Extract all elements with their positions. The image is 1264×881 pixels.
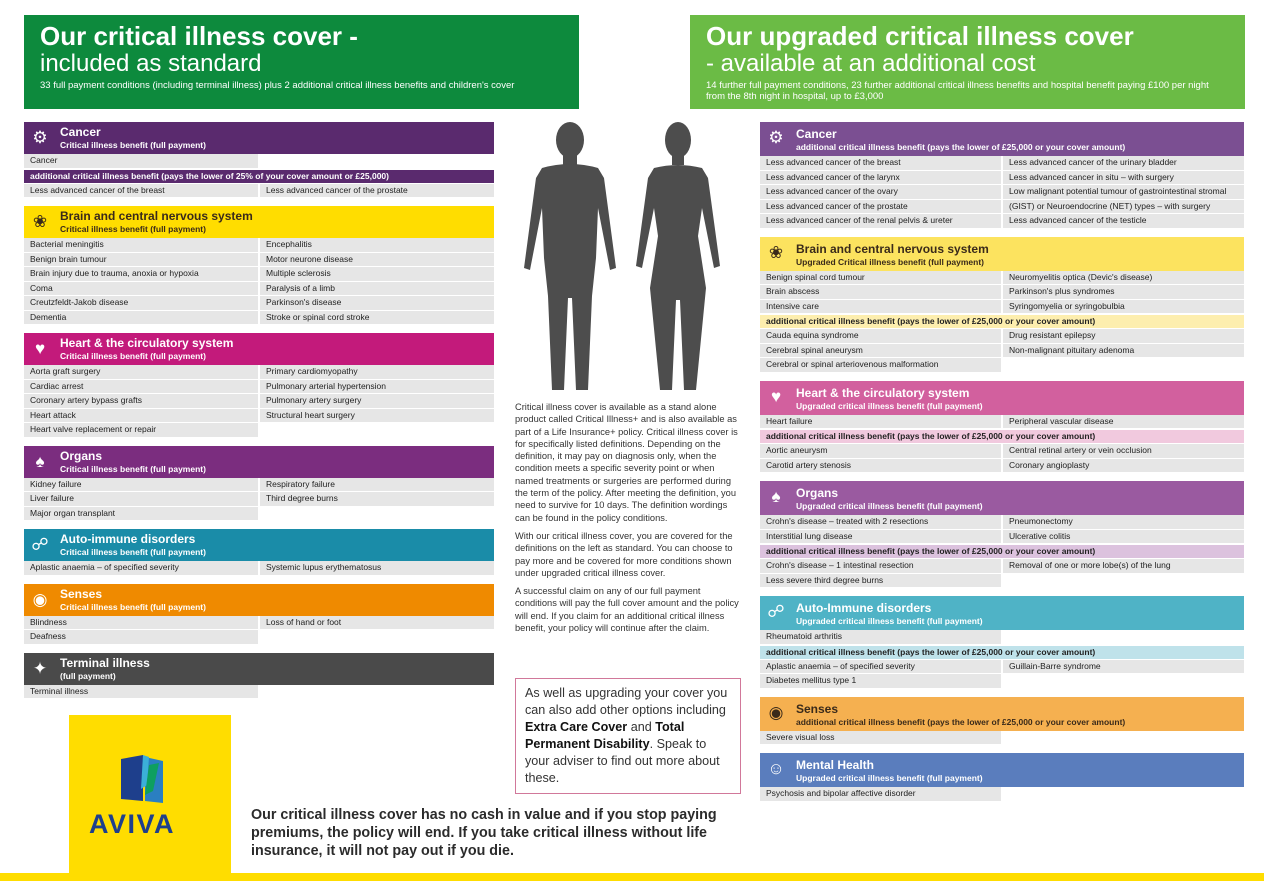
organs-icon: ♠ <box>35 451 45 471</box>
condition-table <box>760 731 1244 746</box>
section-benefit-type: Critical illness benefit (full payment) <box>60 224 206 234</box>
condition-item: Benign brain tumour <box>24 253 258 268</box>
section-header <box>24 206 494 238</box>
condition-item: Stroke or spinal cord stroke <box>260 311 494 326</box>
aviva-logo <box>69 715 231 881</box>
condition-item: Pulmonary artery surgery <box>260 394 494 409</box>
standard-conditions-list <box>24 122 494 707</box>
section-title: Organs <box>60 448 103 463</box>
section-title: Auto-immune disorders <box>60 532 196 546</box>
head-icon: ☺ <box>767 759 785 778</box>
section-header <box>24 653 494 685</box>
condition-table <box>760 415 1244 430</box>
condition-item: Cancer <box>24 154 258 169</box>
condition-table <box>24 154 494 169</box>
condition-item: Peripheral vascular disease <box>1003 415 1244 430</box>
section-title: Heart & the circulatory system <box>796 385 970 400</box>
standard-subtitle: included as standard <box>40 50 262 77</box>
female-figure <box>636 122 720 390</box>
condition-table <box>24 184 494 199</box>
section-mental-health <box>760 753 1244 802</box>
condition-item: Less advanced cancer of the prostate <box>260 184 494 199</box>
section-benefit-type: Critical illness benefit (full payment) <box>60 601 206 612</box>
condition-item: Heart valve replacement or repair <box>24 423 258 438</box>
section-benefit-type: Critical illness benefit (full payment) <box>60 463 206 474</box>
dove-icon: ✦ <box>32 658 48 678</box>
condition-item: Cauda equina syndrome <box>760 329 1001 344</box>
section-benefit-type: Upgraded critical illness benefit (full payment) <box>796 400 983 411</box>
condition-item: Aorta graft surgery <box>24 365 258 380</box>
section-benefit-type: Critical illness benefit (full payment) <box>60 547 206 557</box>
condition-item: Aplastic anaemia – of specified severity <box>760 660 1001 675</box>
condition-item: Respiratory failure <box>260 478 494 493</box>
condition-item: Pneumonectomy <box>1003 515 1244 530</box>
standard-description: 33 full payment conditions (including terminal illness) plus 2 additional critical illness benefits and children's cover <box>40 80 515 91</box>
condition-item: Interstitial lung disease <box>760 530 1001 545</box>
brain-icon: ❀ <box>32 212 48 231</box>
condition-table <box>760 787 1244 802</box>
section-header <box>760 122 1244 156</box>
condition-item: Coronary angioplasty <box>1003 459 1244 474</box>
condition-item: Terminal illness <box>24 685 258 700</box>
condition-item: Dementia <box>24 311 258 326</box>
condition-item: Bacterial meningitis <box>24 238 258 253</box>
section-title: Cancer <box>796 127 837 141</box>
human-body-silhouette <box>512 118 742 396</box>
additional-benefit-bar: additional critical illness benefit (pays the lower of £25,000 or your cover amount) <box>760 315 1244 328</box>
empty-cell <box>260 630 494 645</box>
condition-item: Major organ transplant <box>24 507 258 522</box>
additional-benefit-bar: additional critical illness benefit (pays the lower of £25,000 or your cover amount) <box>760 646 1244 659</box>
disclaimer-text: Our critical illness cover has no cash in value and if you stop paying premiums, the policy will end. If you take critical illness without life insurance, it will not pay out if you die. <box>251 807 717 859</box>
condition-item: Creutzfeldt-Jakob disease <box>24 296 258 311</box>
condition-table <box>24 238 494 325</box>
condition-item: Heart attack <box>24 409 258 424</box>
section-benefit-type: additional critical illness benefit (pays the lower of £25,000 or your cover amount) <box>796 716 1126 727</box>
section-header <box>760 481 1244 515</box>
section-benefit-type: Upgraded Critical illness benefit (full payment) <box>796 256 984 267</box>
explanation-paragraph: Critical illness cover is available as a stand alone product called Critical Illness+ and is also available as part of a Life Insurance+ policy. Critical illness cover is for specifically listed definitions. Depending on the definition, it may pay on diagnosis only, when the condition meets a specific severity point or when named treatments or surgeries are performed during the term of the policy. After meeting the definition, you need to survive for 10 days. The definition wordings can be found in the policy conditions. <box>515 402 738 523</box>
condition-item: Deafness <box>24 630 258 645</box>
section-title: Terminal illness <box>60 655 150 670</box>
section-header <box>760 381 1244 415</box>
male-figure <box>524 122 616 390</box>
condition-item: Rheumatoid arthritis <box>760 630 1001 645</box>
condition-item: Paralysis of a limb <box>260 282 494 297</box>
condition-table <box>760 156 1244 229</box>
condition-item: Parkinson's plus syndromes <box>1003 285 1244 300</box>
condition-item: Low malignant potential tumour of gastrointestinal stromal <box>1003 185 1244 200</box>
molecule-icon: ☍ <box>31 535 49 554</box>
condition-item: Kidney failure <box>24 478 258 493</box>
condition-item: Primary cardiomyopathy <box>260 365 494 380</box>
condition-item: Severe visual loss <box>760 731 1001 746</box>
section-title: Auto-Immune disorders <box>796 601 932 615</box>
section-benefit-type: Upgraded critical illness benefit (full payment) <box>796 773 983 783</box>
condition-item: Drug resistant epilepsy <box>1003 329 1244 344</box>
condition-item: Cardiac arrest <box>24 380 258 395</box>
condition-item: Less advanced cancer in situ – with surgery <box>1003 171 1244 186</box>
section-organs <box>24 446 494 522</box>
condition-table <box>24 365 494 438</box>
condition-item: Cerebral spinal aneurysm <box>760 344 1001 359</box>
section-benefit-type: Critical illness benefit (full payment) <box>60 140 206 150</box>
explanation-paragraph: With our critical illness cover, you are covered for the definitions on the left as standard. You can choose to pay more and be covered for more conditions shown under upgraded critical illness cover. <box>515 530 733 578</box>
upgraded-title: Our upgraded critical illness cover <box>706 21 1134 51</box>
condition-table <box>760 630 1244 645</box>
condition-item: Less advanced cancer of the breast <box>760 156 1001 171</box>
additional-benefit-bar: additional critical illness benefit (pays the lower of £25,000 or your cover amount) <box>760 545 1244 558</box>
condition-table <box>760 515 1244 544</box>
condition-item: Less advanced cancer of the testicle <box>1003 214 1244 229</box>
condition-item: Heart failure <box>760 415 1001 430</box>
condition-item: Loss of hand or foot <box>260 616 494 631</box>
section-header <box>24 446 494 478</box>
condition-item: Cerebral or spinal arteriovenous malformation <box>760 358 1001 373</box>
upgraded-subtitle: - available at an additional cost <box>706 50 1036 77</box>
section-benefit-type: additional critical illness benefit (pays the lower of £25,000 or your cover amount) <box>796 142 1126 152</box>
condition-item: Blindness <box>24 616 258 631</box>
condition-item: Less advanced cancer of the ovary <box>760 185 1001 200</box>
section-header <box>760 596 1244 630</box>
section-header <box>760 697 1244 731</box>
condition-table <box>24 685 494 700</box>
condition-item: Aplastic anaemia – of specified severity <box>24 561 258 576</box>
condition-item: Brain abscess <box>760 285 1001 300</box>
section-title: Senses <box>60 586 103 601</box>
empty-cell <box>1003 731 1244 746</box>
section-senses <box>760 697 1244 746</box>
section-benefit-type: (full payment) <box>60 670 116 681</box>
section-header <box>24 529 494 561</box>
eye-icon: ◉ <box>32 589 48 609</box>
heart-icon: ♥ <box>770 386 782 406</box>
section-auto-immune-disorders <box>760 596 1244 689</box>
section-title: Brain and central nervous system <box>796 241 989 256</box>
condition-item: Systemic lupus erythematosus <box>260 561 494 576</box>
empty-cell <box>260 154 494 169</box>
empty-cell <box>260 507 494 522</box>
upgraded-description: 14 further full payment conditions, 23 further additional critical illness benefits and hospital benefit paying £100 per night from the 8th night in hospital, up to £3,000 <box>706 80 1209 102</box>
section-title: Organs <box>796 486 839 500</box>
section-terminal-illness <box>24 653 494 700</box>
section-title: Senses <box>796 701 839 716</box>
condition-table <box>760 329 1244 373</box>
section-heart-the-circulatory-system <box>24 333 494 438</box>
section-heart-the-circulatory-system <box>760 381 1244 474</box>
empty-cell <box>260 685 494 700</box>
condition-item: Brain injury due to trauma, anoxia or hypoxia <box>24 267 258 282</box>
upgraded-banner <box>690 15 1245 109</box>
condition-item: Psychosis and bipolar affective disorder <box>760 787 1001 802</box>
condition-item: Neuromyelitis optica (Devic's disease) <box>1003 271 1244 286</box>
condition-item: Encephalitis <box>260 238 494 253</box>
section-title: Mental Health <box>796 758 875 772</box>
section-header <box>24 333 494 365</box>
cancer-cells-icon: ⚙ <box>32 128 48 147</box>
section-benefit-type: Upgraded critical illness benefit (full payment) <box>796 501 983 511</box>
total-permanent-disability-label: Total Permanent Disability <box>525 720 685 751</box>
condition-table <box>760 444 1244 473</box>
condition-item: (GIST) or Neuroendocrine (NET) types – with surgery <box>1003 200 1244 215</box>
section-header <box>24 584 494 616</box>
section-header <box>760 237 1244 271</box>
extra-care-cover-label: Extra Care Cover <box>525 720 628 734</box>
condition-item: Intensive care <box>760 300 1001 315</box>
condition-item: Ulcerative colitis <box>1003 530 1244 545</box>
section-cancer <box>24 122 494 198</box>
condition-item: Pulmonary arterial hypertension <box>260 380 494 395</box>
brain-icon: ❀ <box>768 242 784 262</box>
section-header <box>24 122 494 154</box>
cancer-cells-icon: ⚙ <box>768 128 784 147</box>
section-auto-immune-disorders <box>24 529 494 576</box>
molecule-icon: ☍ <box>767 602 785 621</box>
condition-item: Coronary artery bypass grafts <box>24 394 258 409</box>
condition-item: Less advanced cancer of the larynx <box>760 171 1001 186</box>
condition-table <box>24 616 494 645</box>
empty-cell <box>1003 630 1244 645</box>
standard-title: Our critical illness cover - <box>40 21 358 51</box>
condition-table <box>24 561 494 576</box>
condition-table <box>760 660 1244 689</box>
section-cancer <box>760 122 1244 229</box>
condition-item: Less advanced cancer of the breast <box>24 184 258 199</box>
eye-icon: ◉ <box>768 702 784 722</box>
empty-cell <box>1003 674 1244 689</box>
condition-item: Parkinson's disease <box>260 296 494 311</box>
condition-item: Coma <box>24 282 258 297</box>
condition-table <box>760 271 1244 315</box>
condition-item: Crohn's disease – 1 intestinal resection <box>760 559 1001 574</box>
condition-item: Removal of one or more lobe(s) of the lung <box>1003 559 1244 574</box>
explanation-paragraph: A successful claim on any of our full payment conditions will pay the full cover amount and the policy will end. If you claim for an additional critical illness benefit, your policy will continue after the claim. <box>515 586 739 634</box>
condition-item: Less advanced cancer of the prostate <box>760 200 1001 215</box>
condition-item: Multiple sclerosis <box>260 267 494 282</box>
condition-item: Less severe third degree burns <box>760 574 1001 589</box>
condition-item: Aortic aneurysm <box>760 444 1001 459</box>
aviva-logo-text: AVIVA <box>89 809 176 839</box>
condition-item: Structural heart surgery <box>260 409 494 424</box>
condition-item: Syringomyelia or syringobulbia <box>1003 300 1244 315</box>
empty-cell <box>1003 574 1244 589</box>
condition-item: Benign spinal cord tumour <box>760 271 1001 286</box>
condition-item: Guillain-Barre syndrome <box>1003 660 1244 675</box>
condition-item: Third degree burns <box>260 492 494 507</box>
condition-item: Diabetes mellitus type 1 <box>760 674 1001 689</box>
aviva-logo-mark-icon <box>119 755 183 805</box>
additional-benefit-bar: additional critical illness benefit (pays the lower of £25,000 or your cover amount) <box>760 430 1244 443</box>
organs-icon: ♠ <box>771 487 781 506</box>
condition-item: Non-malignant pituitary adenoma <box>1003 344 1244 359</box>
section-title: Heart & the circulatory system <box>60 336 234 350</box>
upgraded-conditions-list <box>760 122 1244 810</box>
section-title: Brain and central nervous system <box>60 209 253 223</box>
section-senses <box>24 584 494 645</box>
extra-options-callout: As well as upgrading your cover you can also add other options including Extra Care Cover and Total Permanent Disability. Speak to your adviser to find out more about these. <box>515 678 741 794</box>
empty-cell <box>1003 787 1244 802</box>
empty-cell <box>260 423 494 438</box>
condition-item: Central retinal artery or vein occlusion <box>1003 444 1244 459</box>
empty-cell <box>1003 358 1244 373</box>
section-brain-and-central-nervous-system <box>24 206 494 325</box>
condition-item: Liver failure <box>24 492 258 507</box>
section-organs <box>760 481 1244 588</box>
section-title: Cancer <box>60 125 101 139</box>
section-brain-and-central-nervous-system <box>760 237 1244 373</box>
section-benefit-type: Critical illness benefit (full payment) <box>60 351 206 361</box>
standard-banner <box>24 15 579 109</box>
condition-item: Crohn's disease – treated with 2 resections <box>760 515 1001 530</box>
condition-item: Less advanced cancer of the renal pelvis & ureter <box>760 214 1001 229</box>
condition-item: Carotid artery stenosis <box>760 459 1001 474</box>
condition-item: Less advanced cancer of the urinary bladder <box>1003 156 1244 171</box>
section-header <box>760 753 1244 787</box>
section-benefit-type: Upgraded critical illness benefit (full payment) <box>796 616 983 626</box>
additional-benefit-bar: additional critical illness benefit (pays the lower of 25% of your cover amount or £25,000) <box>24 170 494 183</box>
footer-bar <box>0 873 1264 881</box>
condition-item: Motor neurone disease <box>260 253 494 268</box>
condition-table <box>24 478 494 522</box>
explanation-text <box>515 401 743 640</box>
condition-table <box>760 559 1244 588</box>
heart-icon: ♥ <box>34 339 46 358</box>
